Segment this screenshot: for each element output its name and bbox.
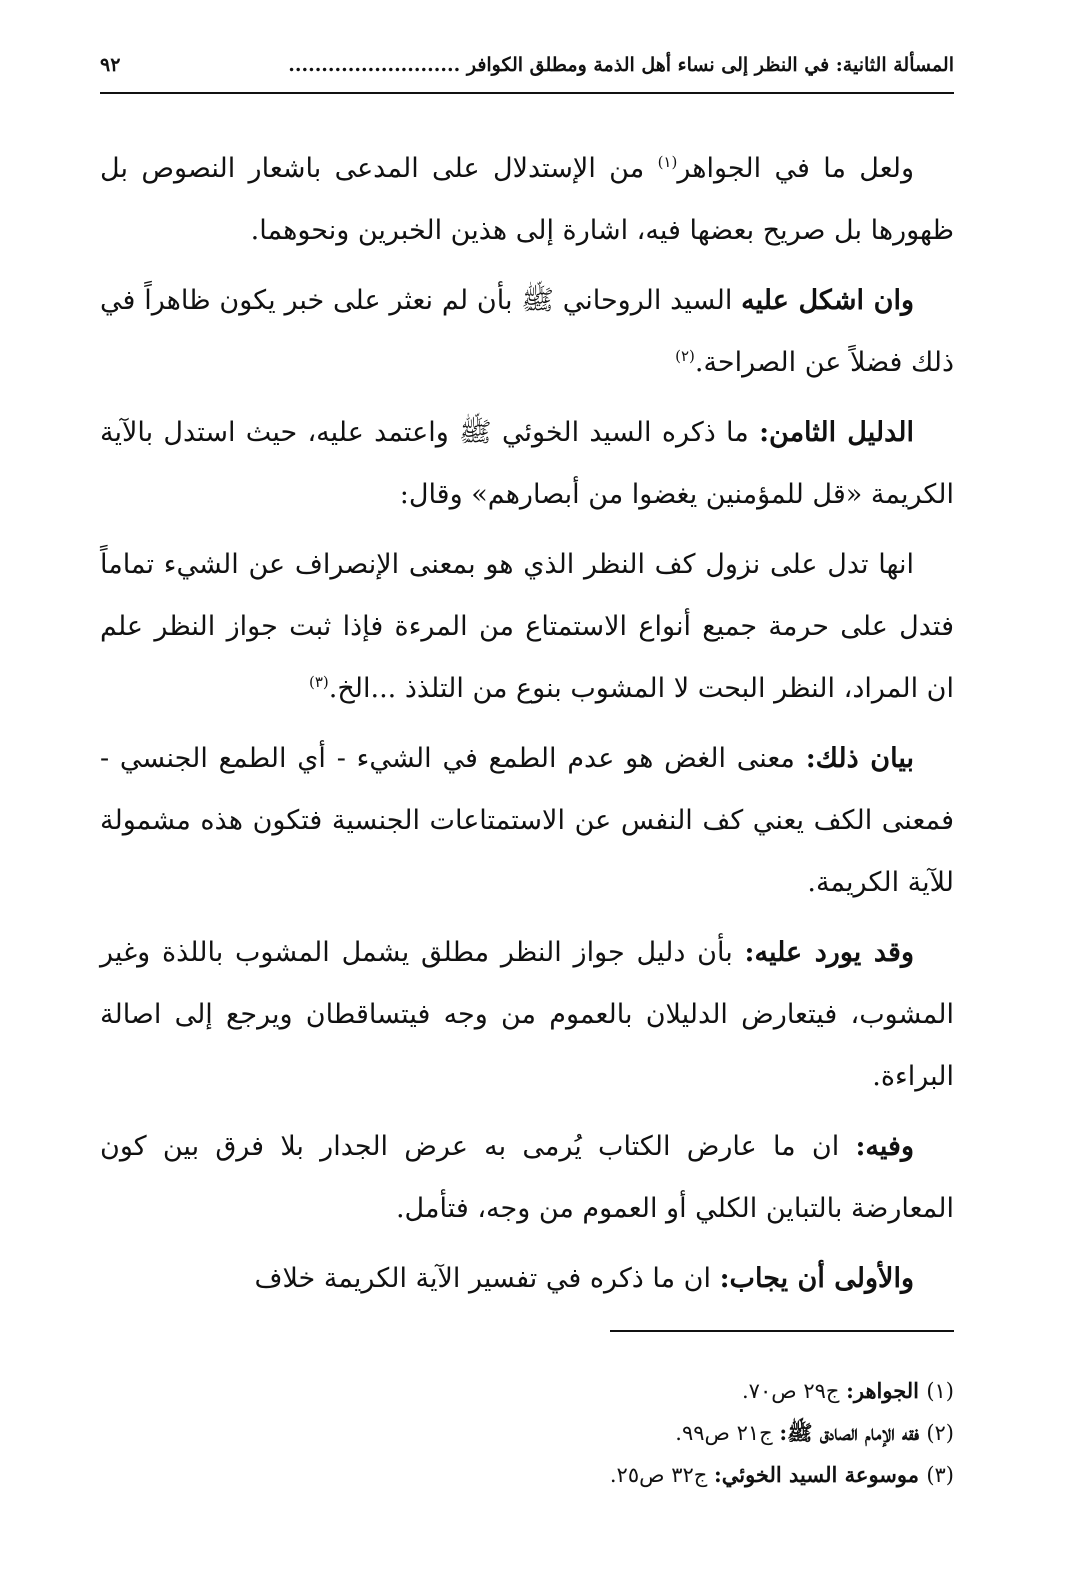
paragraph: [100, 270, 954, 394]
footnote-source-title: موسوعة السيد الخوئي:: [713, 1462, 927, 1487]
body-text: [100, 138, 954, 1318]
footnote-reference: ج٢٩ ص٧٠.: [741, 1379, 847, 1403]
running-title: [288, 54, 954, 76]
paragraph-text: معنى الغض هو عدم الطمع في الشيء - أي الطمع الجنسي - فمعنى الكف يعني كف النفس عن الاستمتاعات الجنسية فتكون هذه مشمولة للآية الكريمة.: [100, 743, 954, 898]
footnote-marker[interactable]: (٣): [309, 673, 329, 691]
paragraph: [100, 1116, 954, 1240]
footnote: [254, 1454, 954, 1496]
paragraph: [100, 922, 954, 1108]
lead-term: الدليل الثامن:: [759, 417, 914, 448]
lead-term: وقد يورد عليه:: [744, 937, 914, 968]
lead-term: وان اشكل عليه: [741, 285, 914, 316]
footnote: [254, 1412, 954, 1454]
footnotes: [254, 1370, 954, 1496]
lead-term: بيان ذلك:: [805, 743, 914, 774]
footnote-source-title: فقه الإمام الصادق ﷺ:: [779, 1420, 927, 1445]
paragraph-text: انها تدل على نزول كف النظر الذي هو بمعنى الإنصراف عن الشيء تماماً فتدل على حرمة جميع أنواع الاستمتاع من المرءة فإذا ثبت جواز النظر علم ان المراد، النظر البحت لا المشوب بنوع من التلذذ ...الخ.: [100, 549, 954, 704]
footnote-source-title: الجواهر:: [846, 1378, 927, 1403]
paragraph: [100, 138, 954, 262]
lead-term: وفيه:: [855, 1131, 914, 1162]
footnote-divider: [610, 1330, 954, 1332]
paragraph-text: ما ذكره السيد الخوئي ﷺ واعتمد عليه، حيث استدل بالآية الكريمة «قل للمؤمنين يغضوا من أبصارهم» وقال:: [100, 417, 954, 510]
footnote-number: (٣): [926, 1463, 954, 1487]
paragraph: [100, 728, 954, 914]
paragraph: [100, 1248, 954, 1310]
footnote-number: (٢): [926, 1421, 954, 1445]
paragraph-text: ان ما ذكره في تفسير الآية الكريمة خلاف: [254, 1263, 720, 1294]
footnote-reference: ج٣٢ ص٢٥.: [609, 1463, 714, 1487]
footnote-reference: ج٢١ ص٩٩.: [675, 1421, 780, 1445]
paragraph: [100, 534, 954, 720]
paragraph-text: ان ما عارض الكتاب يُرمى به عرض الجدار بلا فرق بين كون المعارضة بالتباين الكلي أو العموم من وجه، فتأمل.: [100, 1131, 954, 1224]
footnote-marker[interactable]: (١): [657, 153, 678, 171]
paragraph-text: بأن دليل جواز النظر مطلق يشمل المشوب باللذة وغير المشوب، فيتعارض الدليلان بالعموم من وجه فيتساقطان ويرجع إلى اصالة البراءة.: [100, 937, 954, 1092]
leader-dots: ..........................: [288, 54, 461, 76]
footnote-marker[interactable]: (٢): [675, 347, 695, 365]
page-header: [100, 52, 954, 94]
footnote: [254, 1370, 954, 1412]
page-number: ٩٢: [100, 54, 121, 76]
lead-term: والأولى أن يجاب:: [719, 1263, 914, 1294]
paragraph: [100, 402, 954, 526]
paragraph-text: ولعل ما في الجواهر: [677, 153, 914, 184]
paragraph-text: السيد الروحاني ﷺ بأن لم نعثر على خبر يكون ظاهراً في ذلك فضلاً عن الصراحة.: [100, 285, 954, 378]
running-title-text: المسألة الثانية: في النظر إلى نساء أهل الذمة ومطلق الكوافر: [460, 54, 954, 76]
footnote-number: (١): [926, 1379, 954, 1403]
paragraph-text: من الإستدلال على المدعى باشعار النصوص بل ظهورها بل صريح بعضها فيه، اشارة إلى هذين الخبرين ونحوهما.: [100, 153, 954, 246]
